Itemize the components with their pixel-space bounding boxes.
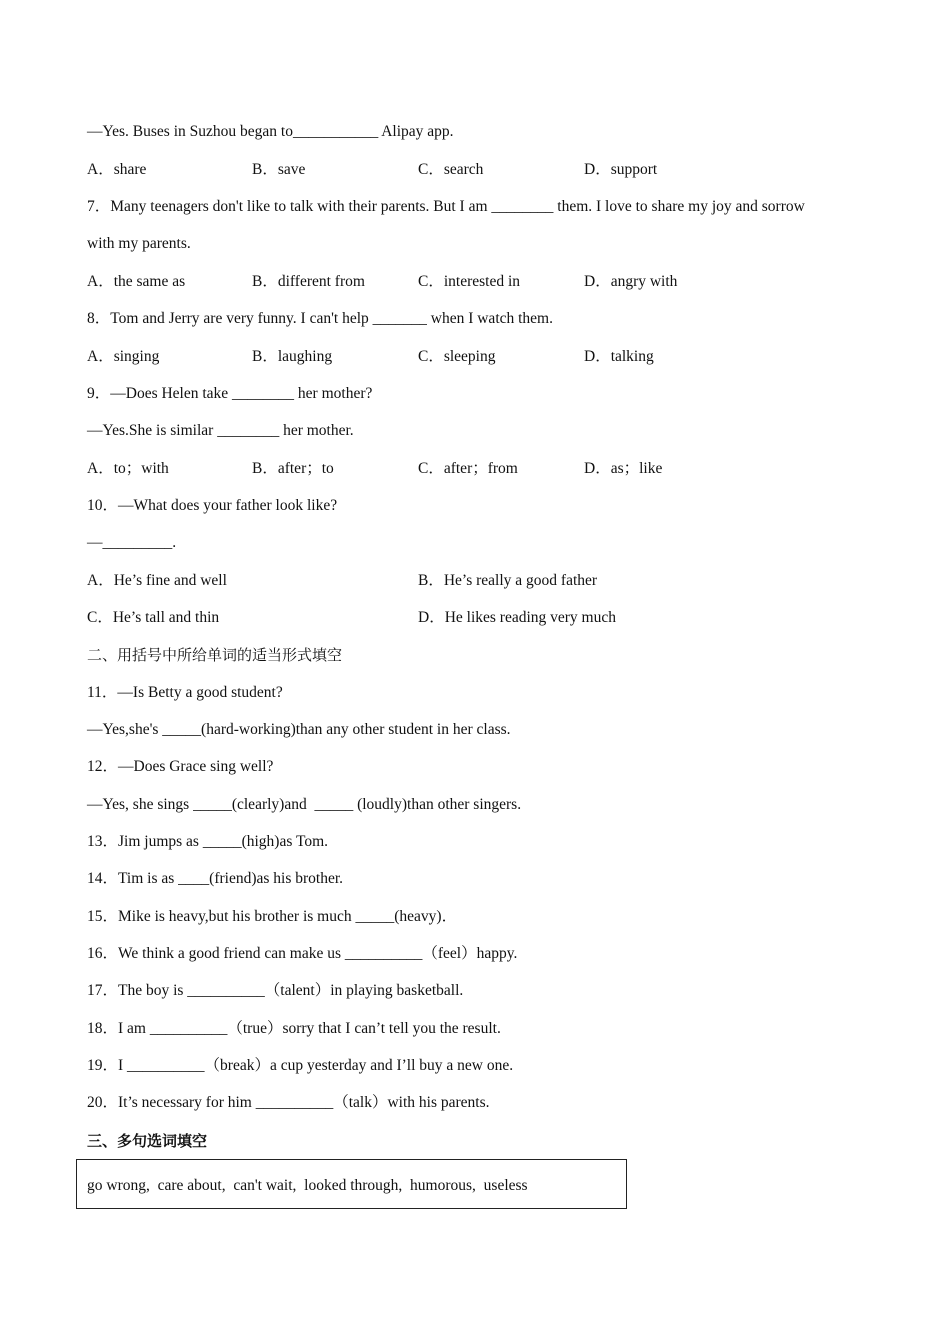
word-bank-box (76, 1159, 627, 1209)
q8-option-b: B．laughing (252, 348, 333, 365)
q10-option-c: C．He’s tall and thin (87, 609, 220, 626)
question-17: 17．The boy is __________（talent）in playing basketball. (87, 982, 464, 999)
q7-option-a: A．the same as (87, 273, 186, 290)
q9-option-a: A．to；with (87, 460, 169, 477)
section-2-heading: 二、用括号中所给单词的适当形式填空 (87, 646, 343, 664)
q6-option-b: B．save (252, 161, 306, 178)
q6-option-d: D．support (584, 161, 658, 178)
q8-option-d: D．talking (584, 348, 654, 365)
question-16: 16．We think a good friend can make us __________（feel）happy. (87, 945, 518, 962)
q9-option-d: D．as；like (584, 460, 663, 477)
question-7-line-1: 7．Many teenagers don't like to talk with their parents. But I am ________ them. I love to share my joy and sorrow (87, 198, 805, 215)
q7-option-d: D．angry with (584, 273, 678, 290)
question-6-reply: —Yes. Buses in Suzhou began to___________ Alipay app. (87, 123, 454, 140)
question-11-line-2: —Yes,she's _____(hard-working)than any other student in her class. (87, 721, 511, 738)
question-18: 18．I am __________（true）sorry that I can’t tell you the result. (87, 1020, 501, 1037)
question-13: 13．Jim jumps as _____(high)as Tom. (87, 833, 329, 850)
q10-option-b: B．He’s really a good father (418, 572, 598, 589)
q7-option-b: B．different from (252, 273, 365, 290)
question-11-line-1: 11．—Is Betty a good student? (87, 684, 283, 701)
q9-option-c: C．after；from (418, 460, 518, 477)
question-9-line-1: 9．—Does Helen take ________ her mother? (87, 385, 373, 402)
q9-option-b: B．after；to (252, 460, 334, 477)
q8-option-a: A．singing (87, 348, 160, 365)
question-19: 19．I __________（break）a cup yesterday and I’ll buy a new one. (87, 1057, 514, 1074)
question-12-line-2: —Yes, she sings _____(clearly)and _____ (loudly)than other singers. (87, 796, 522, 813)
section-3-heading: 三、多句选词填空 (87, 1132, 208, 1150)
q6-option-c: C．search (418, 161, 484, 178)
question-14: 14．Tim is as ____(friend)as his brother. (87, 870, 344, 887)
q8-option-c: C．sleeping (418, 348, 496, 365)
question-15: 15．Mike is heavy,but his brother is much _____(heavy)． (87, 908, 458, 925)
question-8: 8．Tom and Jerry are very funny. I can't help _______ when I watch them. (87, 310, 553, 327)
question-10-line-1: 10．—What does your father look like? (87, 497, 338, 514)
question-7-line-2: with my parents. (87, 235, 191, 252)
question-9-line-2: —Yes.She is similar ________ her mother. (87, 422, 354, 439)
q6-option-a: A．share (87, 161, 147, 178)
question-12-line-1: 12．—Does Grace sing well? (87, 758, 274, 775)
q10-option-a: A．He’s fine and well (87, 572, 227, 589)
question-20: 20．It’s necessary for him __________（talk）with his parents. (87, 1094, 490, 1111)
q7-option-c: C．interested in (418, 273, 521, 290)
question-10-line-2: —_________. (87, 534, 177, 551)
word-bank-text: go wrong, care about, can't wait, looked through, humorous, useless (87, 1177, 528, 1194)
q10-option-d: D．He likes reading very much (418, 609, 616, 626)
